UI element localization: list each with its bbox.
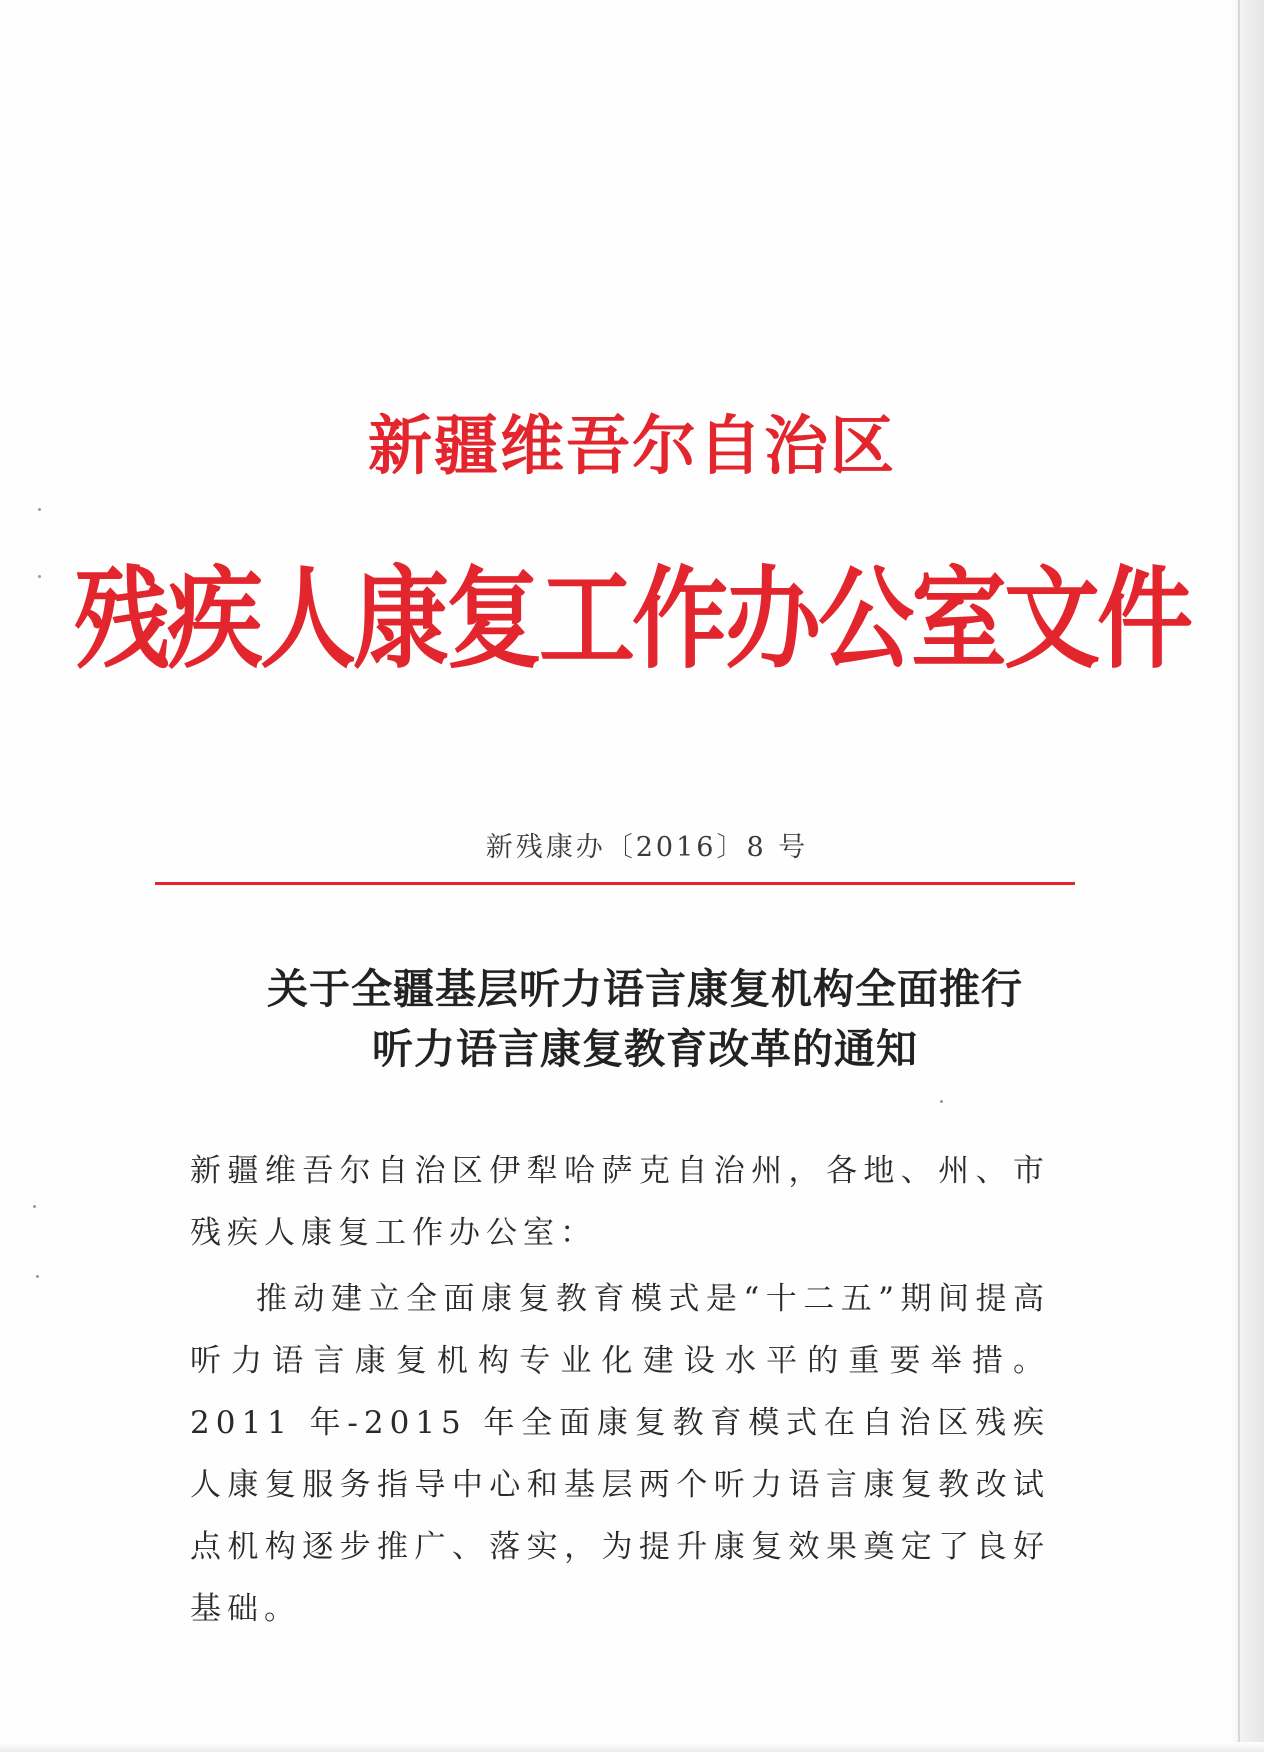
body-paragraph-text: 推动建立全面康复教育模式是“十二五”期间提高听力语言康复机构专业化建设水平的重要举措。2011 年-2015 年全面康复教育模式在自治区残疾人康复服务指导中心和基层两个听力语言康复教改试点机构逐步推广、落实，为提升康复效果奠定了良好基础。 [190,1281,1050,1627]
scan-speck [36,1275,39,1278]
scan-edge-shadow [1230,0,1264,1752]
document-title-line2: 听力语言康复教育改革的通知 [372,1025,918,1073]
scan-speck [33,1205,36,1208]
issuer-header-line2: 残疾人康复工作办公室文件 [74,555,1190,684]
document-title-line1: 关于全疆基层听力语言康复机构全面推行 [267,965,1023,1013]
scan-bottom-edge [0,1742,1264,1752]
scan-speck [940,1100,943,1103]
document-number: 新残康办〔2016〕8 号 [485,832,809,863]
addressee-text: 新疆维吾尔自治区伊犁哈萨克自治州，各地、州、市残疾人康复工作办公室： [190,1153,1050,1251]
issuer-header-line1: 新疆维吾尔自治区 [368,410,896,484]
addressee [190,1140,1050,1264]
scan-speck [38,508,41,511]
body-paragraph [190,1268,1050,1640]
scan-edge-line [1238,0,1240,1752]
red-separator-rule [155,882,1075,885]
